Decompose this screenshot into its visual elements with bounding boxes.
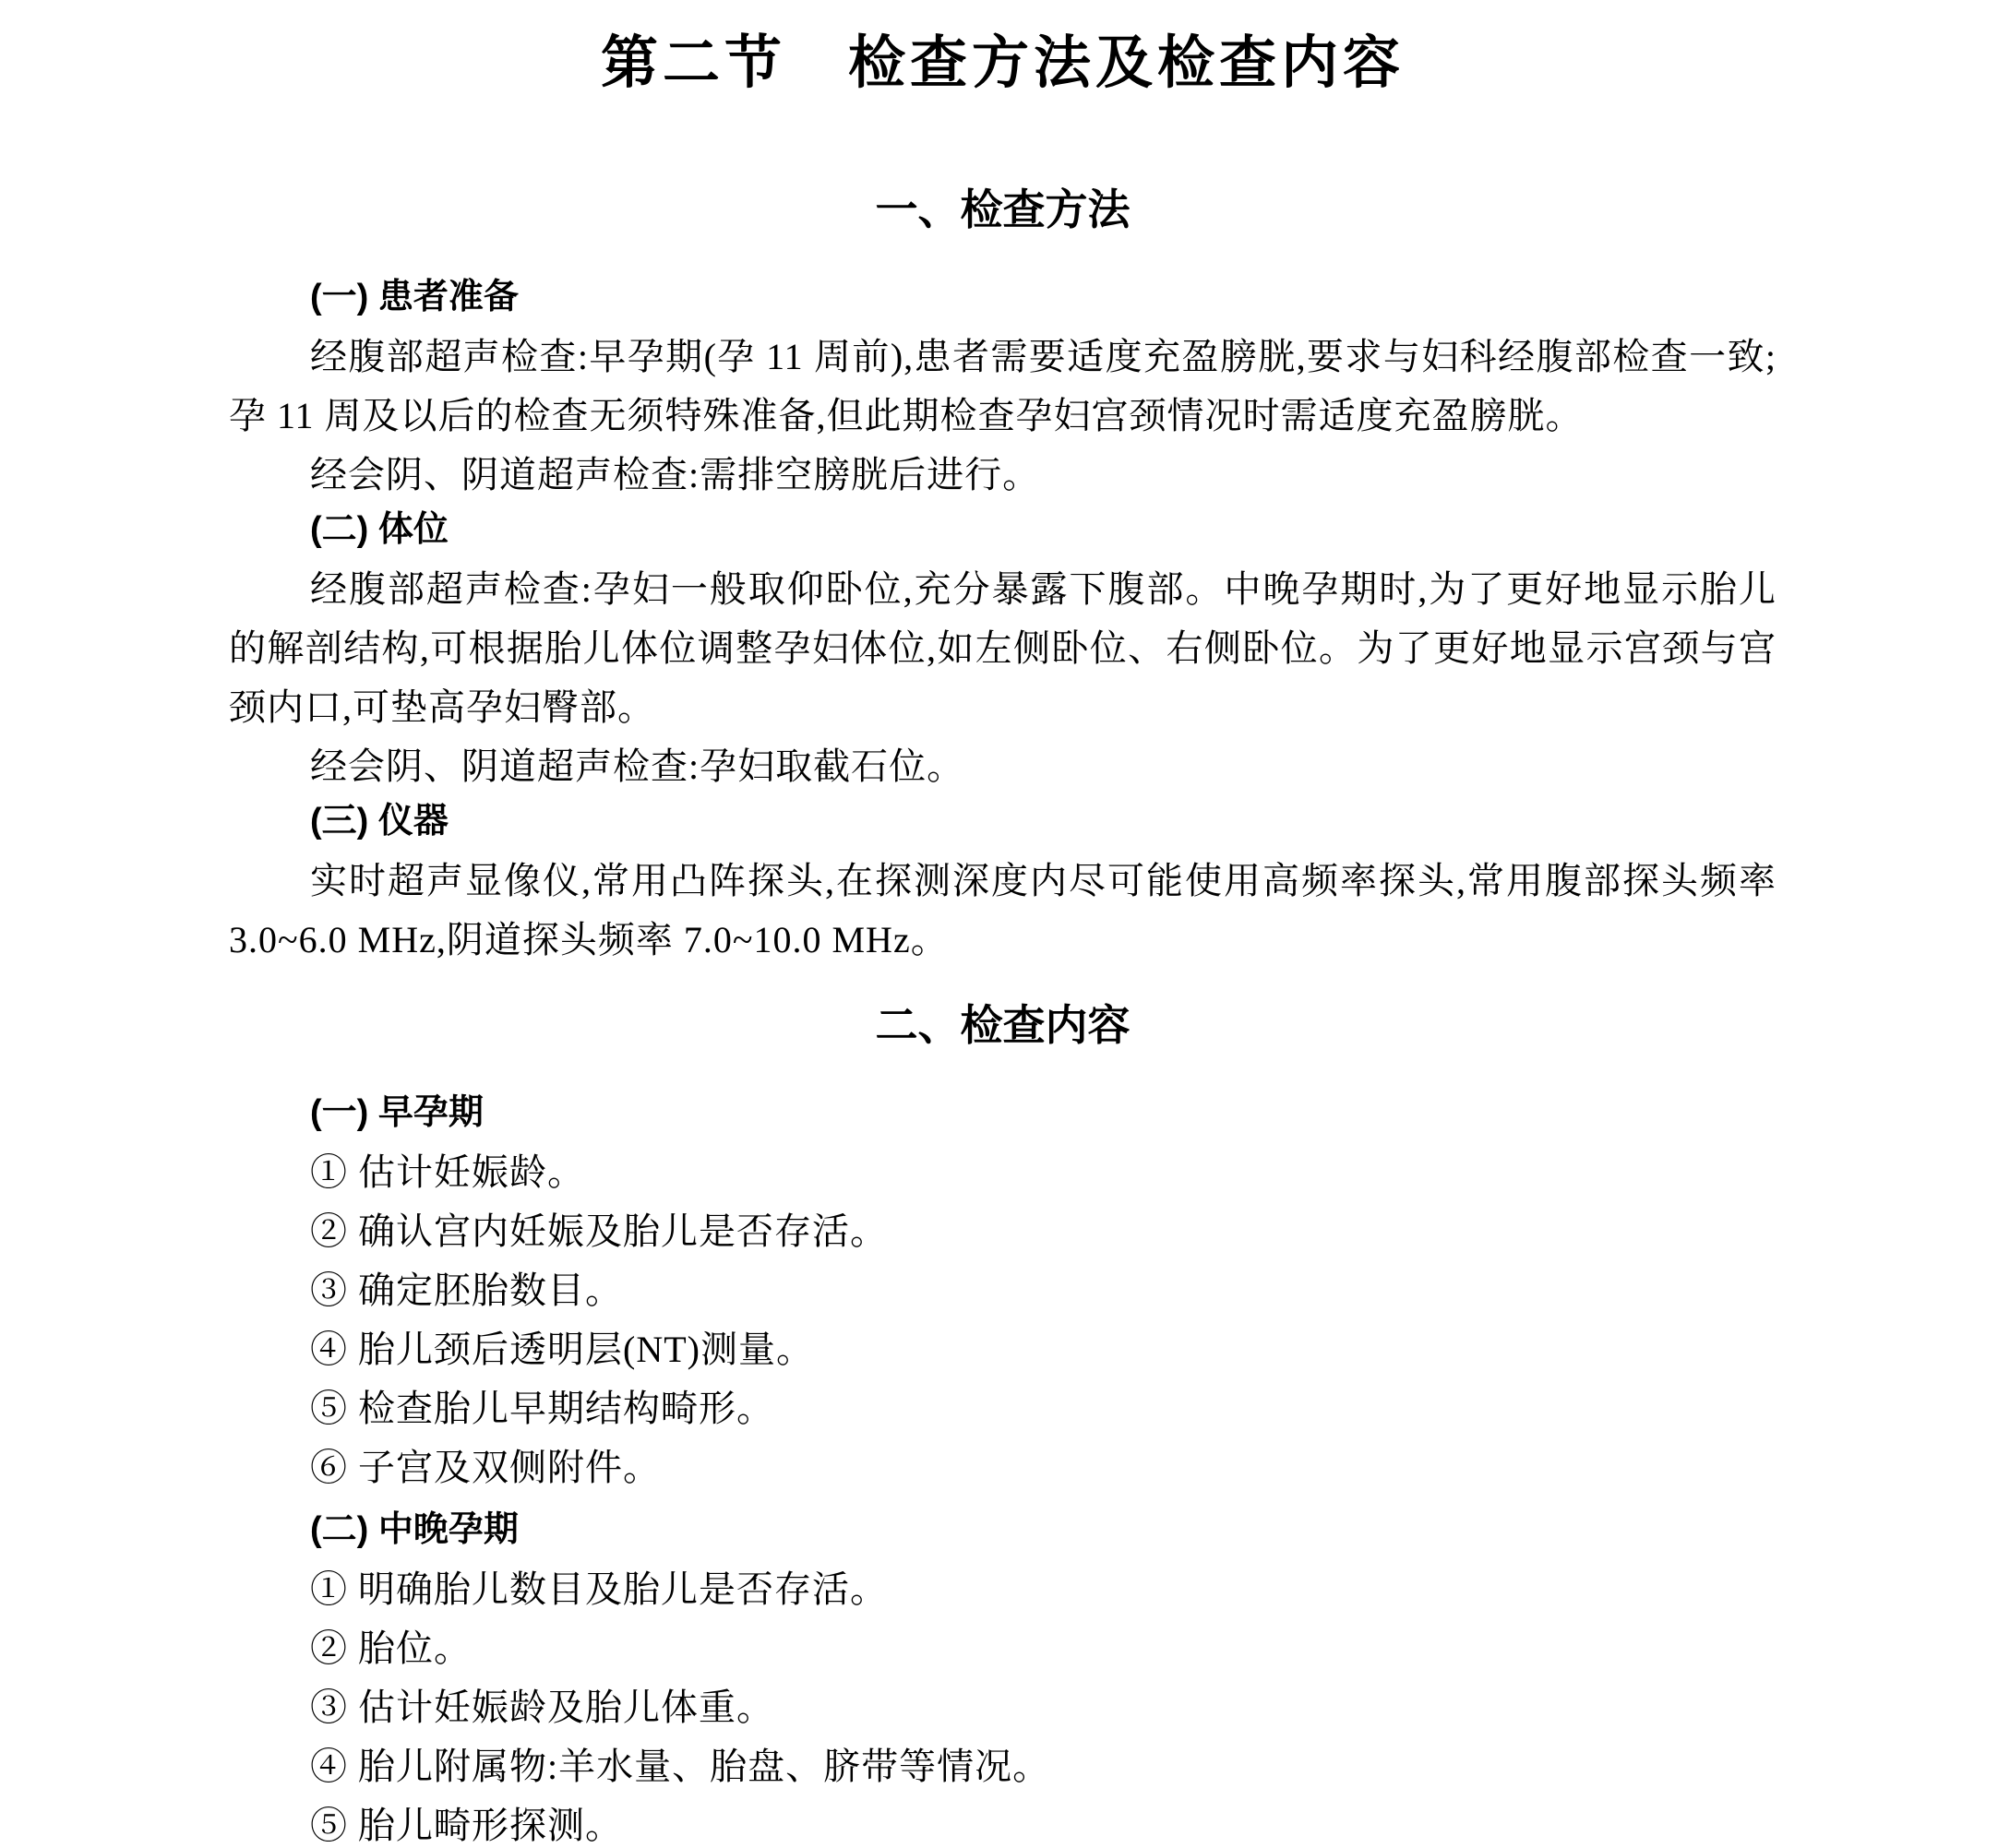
paragraph-transperineal-preparation: 经会阴、阴道超声检查:需排空膀胱后进行。 [310,454,1041,495]
list-item-midlate-2: ② 胎位。 [310,1627,472,1669]
list-item-early-1: ① 估计妊娠龄。 [310,1151,585,1193]
list-item-midlate-4: ④ 胎儿附属物:羊水量、胎盘、脐带等情况。 [310,1746,1051,1787]
list-item-midlate-1: ① 明确胎儿数目及胎儿是否存活。 [310,1568,888,1610]
paragraph-instrument: 实时超声显像仪,常用凸阵探头,在探测深度内尽可能使用高频率探头,常用腹部探头频率 3.0~6.0 MHz,阴道探头频率 7.0~10.0 MHz。 [229,860,1777,960]
subheading-patient-preparation: (一) 患者准备 [310,278,519,316]
list-item-midlate-5: ⑤ 胎儿畸形探测。 [310,1805,623,1846]
subheading-instrument: (三) 仪器 [310,802,449,841]
list-item-early-3: ③ 确定胚胎数目。 [310,1270,623,1311]
paragraph-transperineal-position: 经会阴、阴道超声检查:孕妇取截石位。 [310,745,965,787]
list-item-early-5: ⑤ 检查胎儿早期结构畸形。 [310,1388,774,1429]
subheading-position: (二) 体位 [310,510,449,549]
list-item-midlate-3: ③ 估计妊娠龄及胎儿体重。 [310,1687,774,1728]
list-item-early-2: ② 确认宫内妊娠及胎儿是否存活。 [310,1210,888,1252]
subheading-mid-late-pregnancy: (二) 中晚孕期 [310,1510,519,1549]
section-heading-examination-content: 二、检查内容 [875,1002,1131,1049]
subheading-early-pregnancy: (一) 早孕期 [310,1093,484,1132]
list-item-early-6: ⑥ 子宫及双侧附件。 [310,1447,661,1488]
paragraph-transabdominal-position: 经腹部超声检查:孕妇一般取仰卧位,充分暴露下腹部。中晚孕期时,为了更好地显示胎儿的解剖结构,可根据胎儿体位调整孕妇体位,如左侧卧位、右侧卧位。为了更好地显示宫颈与宫颈内口,可垫高孕妇臀部。 [229,568,1777,728]
section-heading-examination-methods: 一、检查方法 [875,186,1131,233]
page-title: 第二节 检查方法及检查内容 [600,32,1405,95]
list-item-early-4: ④ 胎儿颈后透明层(NT)测量。 [310,1329,814,1370]
paragraph-transabdominal-preparation: 经腹部超声检查:早孕期(孕 11 周前),患者需要适度充盈膀胱,要求与妇科经腹部检查一致;孕 11 周及以后的检查无须特殊准备,但此期检查孕妇宫颈情况时需适度充盈膀胱。 [229,336,1777,436]
